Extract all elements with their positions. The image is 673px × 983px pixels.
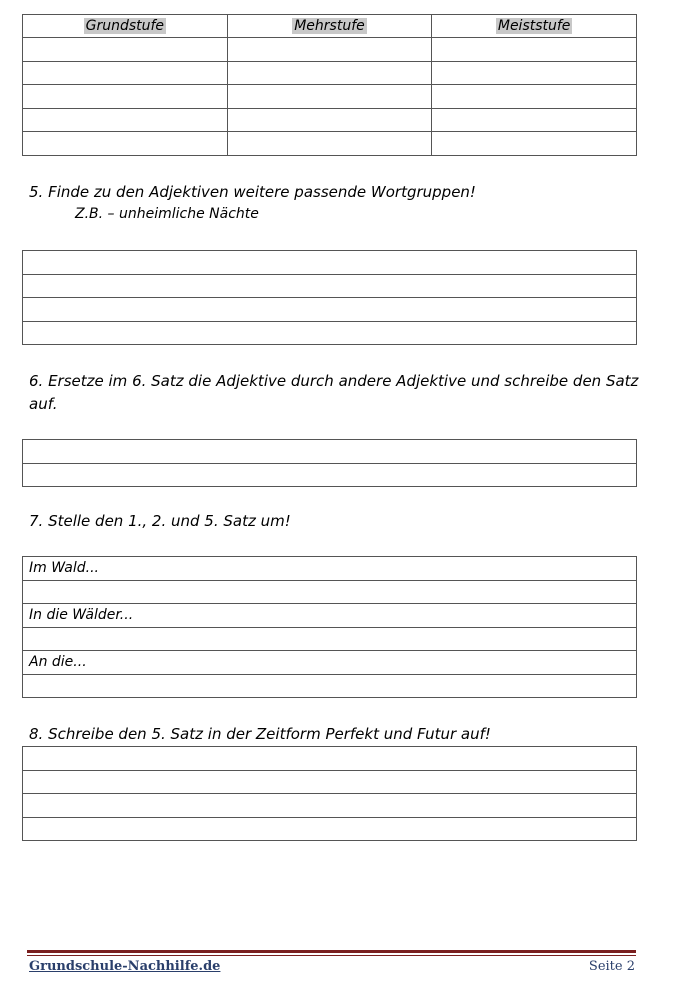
footer-site-link[interactable]: Grundschule-Nachhilfe.de — [29, 959, 221, 974]
answer-line[interactable] — [23, 674, 637, 698]
answer-cell[interactable] — [23, 108, 228, 132]
header-grundstufe — [23, 15, 228, 38]
answer-cell[interactable] — [227, 108, 432, 132]
answer-cell[interactable] — [432, 61, 637, 85]
answer-cell[interactable] — [432, 132, 637, 156]
header-label: Meiststufe — [497, 18, 571, 34]
table-row — [23, 61, 637, 85]
answer-line[interactable] — [23, 321, 637, 345]
answer-line[interactable] — [23, 747, 637, 771]
answer-cell[interactable] — [23, 38, 228, 62]
answer-line[interactable] — [23, 604, 637, 628]
answer-line[interactable] — [23, 770, 637, 794]
answer-cell[interactable] — [227, 61, 432, 85]
comparison-table — [22, 14, 637, 156]
header-label: Mehrstufe — [294, 18, 365, 34]
answer-cell[interactable] — [432, 85, 637, 109]
answer-cell[interactable] — [23, 85, 228, 109]
header-meiststufe — [432, 15, 637, 38]
row-starter: An die... — [23, 651, 637, 675]
answer-cell[interactable] — [227, 38, 432, 62]
answer-cell[interactable] — [432, 38, 637, 62]
task5-instruction: 5. Finde zu den Adjektiven weitere passende Wortgruppen! — [29, 183, 476, 201]
answer-line[interactable] — [23, 580, 637, 604]
answer-cell[interactable] — [227, 85, 432, 109]
task6-answer-lines — [22, 439, 637, 487]
table-row — [23, 108, 637, 132]
table-row — [23, 132, 637, 156]
table-row — [23, 85, 637, 109]
table-header-row — [23, 15, 637, 38]
task7-instruction: 7. Stelle den 1., 2. und 5. Satz um! — [29, 512, 291, 530]
answer-line[interactable] — [23, 274, 637, 298]
answer-line[interactable] — [23, 557, 637, 581]
answer-line[interactable] — [23, 794, 637, 818]
answer-line[interactable] — [23, 463, 637, 487]
answer-line[interactable] — [23, 627, 637, 651]
answer-line[interactable] — [23, 251, 637, 275]
task8-instruction: 8. Schreibe den 5. Satz in der Zeitform Perfekt und Futur auf! — [29, 725, 491, 743]
answer-cell[interactable] — [227, 132, 432, 156]
task5-answer-lines — [22, 250, 637, 345]
task5-example: Z.B. – unheimliche Nächte — [75, 206, 259, 222]
answer-cell[interactable] — [23, 61, 228, 85]
task6-instruction: 6. Ersetze im 6. Satz die Adjektive durch andere Adjektive und schreibe den Satz auf. — [29, 372, 639, 413]
answer-line[interactable] — [23, 651, 637, 675]
header-label: Grundstufe — [85, 18, 165, 34]
row-starter: In die Wälder... — [23, 604, 637, 628]
answer-line[interactable] — [23, 440, 637, 464]
answer-cell[interactable] — [23, 132, 228, 156]
answer-line[interactable] — [23, 817, 637, 841]
task7-answer-lines — [22, 556, 637, 698]
answer-cell[interactable] — [432, 108, 637, 132]
header-mehrstufe — [227, 15, 432, 38]
footer-page-number: Seite 2 — [588, 959, 635, 974]
row-starter: Im Wald... — [23, 557, 637, 581]
footer-divider — [27, 950, 636, 953]
footer-divider-thin — [27, 955, 636, 956]
table-row — [23, 38, 637, 62]
answer-line[interactable] — [23, 298, 637, 322]
task8-answer-lines — [22, 746, 637, 841]
